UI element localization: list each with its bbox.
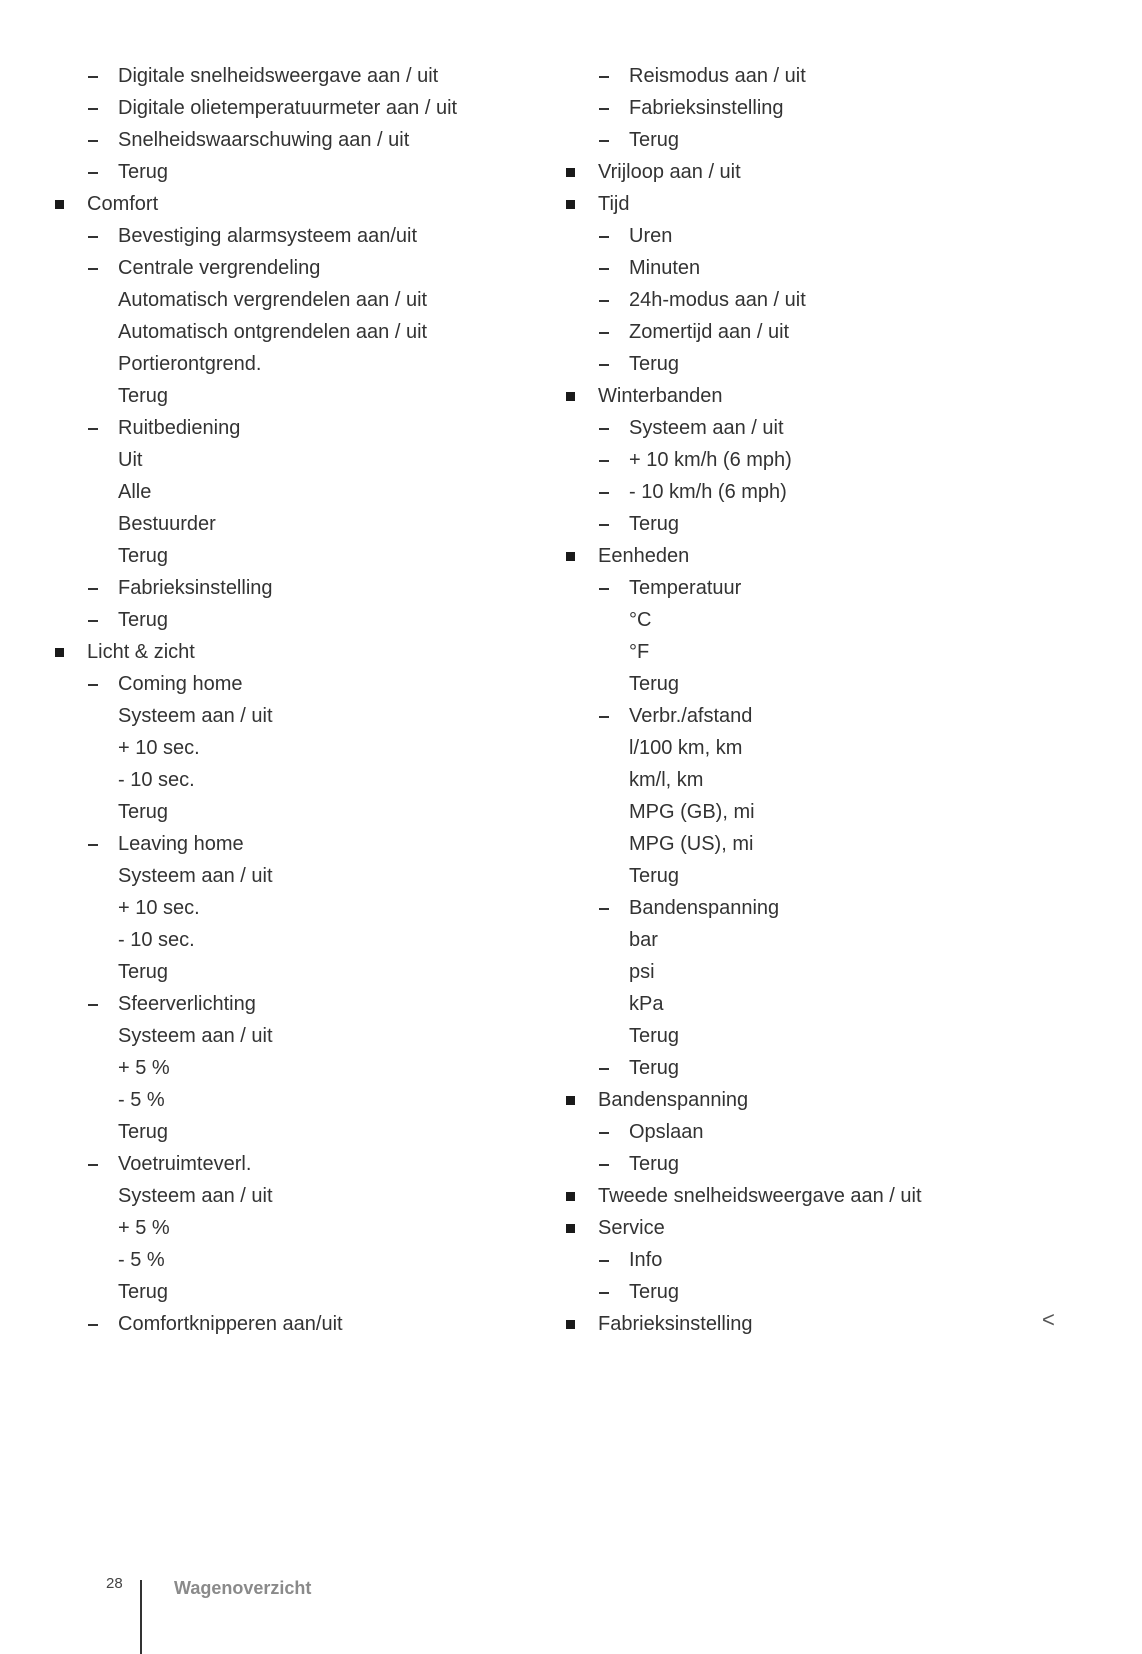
menu-item <box>566 156 1066 188</box>
dash-bullet-icon <box>599 460 609 462</box>
submenu-item <box>55 668 525 700</box>
submenu-option <box>55 1212 525 1244</box>
dash-bullet-icon <box>88 172 98 174</box>
square-bullet-icon <box>566 1192 575 1201</box>
menu-item <box>566 540 1066 572</box>
dash-bullet-icon <box>88 236 98 238</box>
item-label: Winterbanden <box>598 385 723 407</box>
submenu-option <box>55 348 525 380</box>
square-bullet-icon <box>566 168 575 177</box>
item-label: Bandenspanning <box>629 897 780 919</box>
submenu-item <box>55 572 525 604</box>
submenu-option <box>566 988 1066 1020</box>
dash-bullet-icon <box>88 108 98 110</box>
item-label: Coming home <box>118 673 243 695</box>
square-bullet-icon <box>566 1320 575 1329</box>
item-label: Terug <box>629 673 680 695</box>
item-label: - 5 % <box>118 1089 165 1111</box>
submenu-option <box>55 956 525 988</box>
item-label: Verbr./afstand <box>629 705 753 727</box>
item-label: Snelheidswaarschuwing aan / uit <box>118 129 410 151</box>
submenu-option <box>566 732 1066 764</box>
item-label: Sfeerverlichting <box>118 993 256 1015</box>
dash-bullet-icon <box>599 76 609 78</box>
item-label: Uren <box>629 225 673 247</box>
item-label: + 10 sec. <box>118 897 200 919</box>
dash-bullet-icon <box>599 364 609 366</box>
item-label: + 5 % <box>118 1217 170 1239</box>
submenu-item <box>566 220 1066 252</box>
square-bullet-icon <box>55 648 64 657</box>
menu-item <box>55 636 525 668</box>
item-label: Digitale snelheidsweergave aan / uit <box>118 65 439 87</box>
item-label: Terug <box>629 1153 680 1175</box>
item-label: psi <box>629 961 655 983</box>
submenu-option <box>55 476 525 508</box>
item-label: km/l, km <box>629 769 704 791</box>
submenu-option <box>55 1180 525 1212</box>
submenu-option <box>55 764 525 796</box>
item-label: kPa <box>629 993 664 1015</box>
submenu-option <box>566 636 1066 668</box>
square-bullet-icon <box>566 392 575 401</box>
menu-item <box>566 380 1066 412</box>
dash-bullet-icon <box>88 588 98 590</box>
footer-divider <box>140 1580 142 1654</box>
item-label: Fabrieksinstelling <box>598 1313 753 1335</box>
submenu-option <box>55 1052 525 1084</box>
dash-bullet-icon <box>88 1004 98 1006</box>
item-label: Terug <box>118 1121 169 1143</box>
menu-item <box>566 1308 1066 1340</box>
page-number: 28 <box>106 1575 123 1592</box>
item-label: Minuten <box>629 257 701 279</box>
item-label: Systeem aan / uit <box>629 417 784 439</box>
submenu-item <box>566 412 1066 444</box>
dash-bullet-icon <box>599 332 609 334</box>
submenu-item <box>566 700 1066 732</box>
submenu-item <box>566 508 1066 540</box>
submenu-item <box>566 124 1066 156</box>
submenu-item <box>55 92 525 124</box>
item-label: - 10 sec. <box>118 769 195 791</box>
submenu-option <box>566 1020 1066 1052</box>
item-label: Comfort <box>87 193 159 215</box>
item-label: + 10 km/h (6 mph) <box>629 449 792 471</box>
continued-marker: < <box>1042 1307 1055 1332</box>
square-bullet-icon <box>55 200 64 209</box>
submenu-item <box>55 60 525 92</box>
submenu-option <box>55 508 525 540</box>
submenu-item <box>55 220 525 252</box>
item-label: Alle <box>118 481 152 503</box>
submenu-option <box>566 764 1066 796</box>
item-label: bar <box>629 929 658 951</box>
submenu-option <box>55 1084 525 1116</box>
submenu-item <box>566 92 1066 124</box>
submenu-item <box>55 828 525 860</box>
item-label: Systeem aan / uit <box>118 705 273 727</box>
submenu-item <box>566 1052 1066 1084</box>
dash-bullet-icon <box>599 268 609 270</box>
item-label: Terug <box>118 1281 169 1303</box>
dash-bullet-icon <box>599 524 609 526</box>
dash-bullet-icon <box>599 908 609 910</box>
submenu-option <box>55 1244 525 1276</box>
item-label: Automatisch ontgrendelen aan / uit <box>118 321 428 343</box>
item-label: Terug <box>118 385 169 407</box>
menu-list-right <box>566 60 1066 1340</box>
item-label: Terug <box>629 865 680 887</box>
item-label: Service <box>598 1217 665 1239</box>
item-label: Terug <box>118 801 169 823</box>
item-label: Terug <box>629 1281 680 1303</box>
item-label: Terug <box>629 129 680 151</box>
item-label: - 10 sec. <box>118 929 195 951</box>
submenu-item <box>566 348 1066 380</box>
item-label: MPG (GB), mi <box>629 801 755 823</box>
submenu-option <box>55 700 525 732</box>
submenu-item <box>566 284 1066 316</box>
item-label: Terug <box>118 609 169 631</box>
dash-bullet-icon <box>599 140 609 142</box>
item-label: Automatisch vergrendelen aan / uit <box>118 289 428 311</box>
submenu-option <box>566 860 1066 892</box>
submenu-item <box>566 1116 1066 1148</box>
item-label: Leaving home <box>118 833 244 855</box>
menu-list-left <box>55 60 525 1340</box>
dash-bullet-icon <box>599 1164 609 1166</box>
submenu-option <box>55 924 525 956</box>
submenu-option <box>55 444 525 476</box>
item-label: + 5 % <box>118 1057 170 1079</box>
submenu-item <box>566 252 1066 284</box>
dash-bullet-icon <box>599 492 609 494</box>
item-label: Terug <box>629 1025 680 1047</box>
submenu-item <box>566 1244 1066 1276</box>
item-label: °C <box>629 609 652 631</box>
submenu-item <box>566 476 1066 508</box>
submenu-option <box>55 732 525 764</box>
item-label: Info <box>629 1249 663 1271</box>
submenu-option <box>55 1276 525 1308</box>
item-label: Bestuurder <box>118 513 216 535</box>
submenu-option <box>55 380 525 412</box>
item-label: - 5 % <box>118 1249 165 1271</box>
dash-bullet-icon <box>599 1292 609 1294</box>
dash-bullet-icon <box>599 1068 609 1070</box>
dash-bullet-icon <box>599 1260 609 1262</box>
item-label: Terug <box>629 353 680 375</box>
submenu-option <box>566 796 1066 828</box>
submenu-item <box>55 1148 525 1180</box>
item-label: Eenheden <box>598 545 690 567</box>
submenu-item <box>55 604 525 636</box>
dash-bullet-icon <box>88 844 98 846</box>
submenu-item <box>55 252 525 284</box>
section-title: Wagenoverzicht <box>174 1578 312 1598</box>
dash-bullet-icon <box>88 140 98 142</box>
item-label: Tijd <box>598 193 630 215</box>
item-label: Opslaan <box>629 1121 704 1143</box>
item-label: Ruitbediening <box>118 417 241 439</box>
menu-item <box>566 1180 1066 1212</box>
square-bullet-icon <box>566 200 575 209</box>
item-label: Systeem aan / uit <box>118 1185 273 1207</box>
submenu-item <box>566 60 1066 92</box>
dash-bullet-icon <box>599 588 609 590</box>
submenu-item <box>566 444 1066 476</box>
square-bullet-icon <box>566 1096 575 1105</box>
item-label: Terug <box>118 545 169 567</box>
item-label: 24h-modus aan / uit <box>629 289 806 311</box>
submenu-option <box>55 892 525 924</box>
submenu-option <box>566 956 1066 988</box>
dash-bullet-icon <box>599 1132 609 1134</box>
submenu-item <box>55 1308 525 1340</box>
dash-bullet-icon <box>88 1164 98 1166</box>
item-label: Bandenspanning <box>598 1089 749 1111</box>
dash-bullet-icon <box>599 716 609 718</box>
submenu-option <box>55 1116 525 1148</box>
submenu-option <box>566 604 1066 636</box>
item-label: Reismodus aan / uit <box>629 65 806 87</box>
submenu-option <box>566 924 1066 956</box>
item-label: Temperatuur <box>629 577 742 599</box>
item-label: Comfortknipperen aan/uit <box>118 1313 343 1335</box>
item-label: Digitale olietemperatuurmeter aan / uit <box>118 97 458 119</box>
item-label: - 10 km/h (6 mph) <box>629 481 787 503</box>
submenu-option <box>55 316 525 348</box>
dash-bullet-icon <box>88 620 98 622</box>
item-label: Vrijloop aan / uit <box>598 161 741 183</box>
square-bullet-icon <box>566 552 575 561</box>
item-label: Terug <box>118 961 169 983</box>
item-label: l/100 km, km <box>629 737 743 759</box>
item-label: Portierontgrend. <box>118 353 262 375</box>
submenu-item <box>55 156 525 188</box>
item-label: Bevestiging alarmsysteem aan/uit <box>118 225 418 247</box>
submenu-item <box>566 892 1066 924</box>
item-label: Voetruimteverl. <box>118 1153 252 1175</box>
submenu-option <box>55 540 525 572</box>
submenu-option <box>55 860 525 892</box>
submenu-item <box>566 572 1066 604</box>
submenu-item <box>566 316 1066 348</box>
dash-bullet-icon <box>88 268 98 270</box>
submenu-option <box>566 668 1066 700</box>
dash-bullet-icon <box>599 108 609 110</box>
item-label: Licht & zicht <box>87 641 195 663</box>
menu-item <box>566 1084 1066 1116</box>
item-label: Fabrieksinstelling <box>629 97 784 119</box>
dash-bullet-icon <box>88 1324 98 1326</box>
dash-bullet-icon <box>599 300 609 302</box>
menu-item <box>55 188 525 220</box>
item-label: Tweede snelheidsweergave aan / uit <box>598 1185 922 1207</box>
item-label: Terug <box>629 1057 680 1079</box>
item-label: Terug <box>118 161 169 183</box>
dash-bullet-icon <box>88 684 98 686</box>
submenu-item <box>566 1276 1066 1308</box>
item-label: + 10 sec. <box>118 737 200 759</box>
dash-bullet-icon <box>88 76 98 78</box>
item-label: Centrale vergrendeling <box>118 257 321 279</box>
submenu-item <box>55 988 525 1020</box>
dash-bullet-icon <box>599 236 609 238</box>
menu-item <box>566 188 1066 220</box>
square-bullet-icon <box>566 1224 575 1233</box>
dash-bullet-icon <box>88 428 98 430</box>
submenu-option <box>55 1020 525 1052</box>
submenu-item <box>55 124 525 156</box>
menu-item <box>566 1212 1066 1244</box>
item-label: Terug <box>629 513 680 535</box>
submenu-option <box>55 284 525 316</box>
item-label: Systeem aan / uit <box>118 865 273 887</box>
submenu-option <box>566 828 1066 860</box>
submenu-item <box>566 1148 1066 1180</box>
dash-bullet-icon <box>599 428 609 430</box>
item-label: Uit <box>118 449 143 471</box>
item-label: Fabrieksinstelling <box>118 577 273 599</box>
submenu-option <box>55 796 525 828</box>
submenu-item <box>55 412 525 444</box>
item-label: MPG (US), mi <box>629 833 754 855</box>
item-label: Systeem aan / uit <box>118 1025 273 1047</box>
item-label: Zomertijd aan / uit <box>629 321 790 343</box>
item-label: °F <box>629 641 650 663</box>
